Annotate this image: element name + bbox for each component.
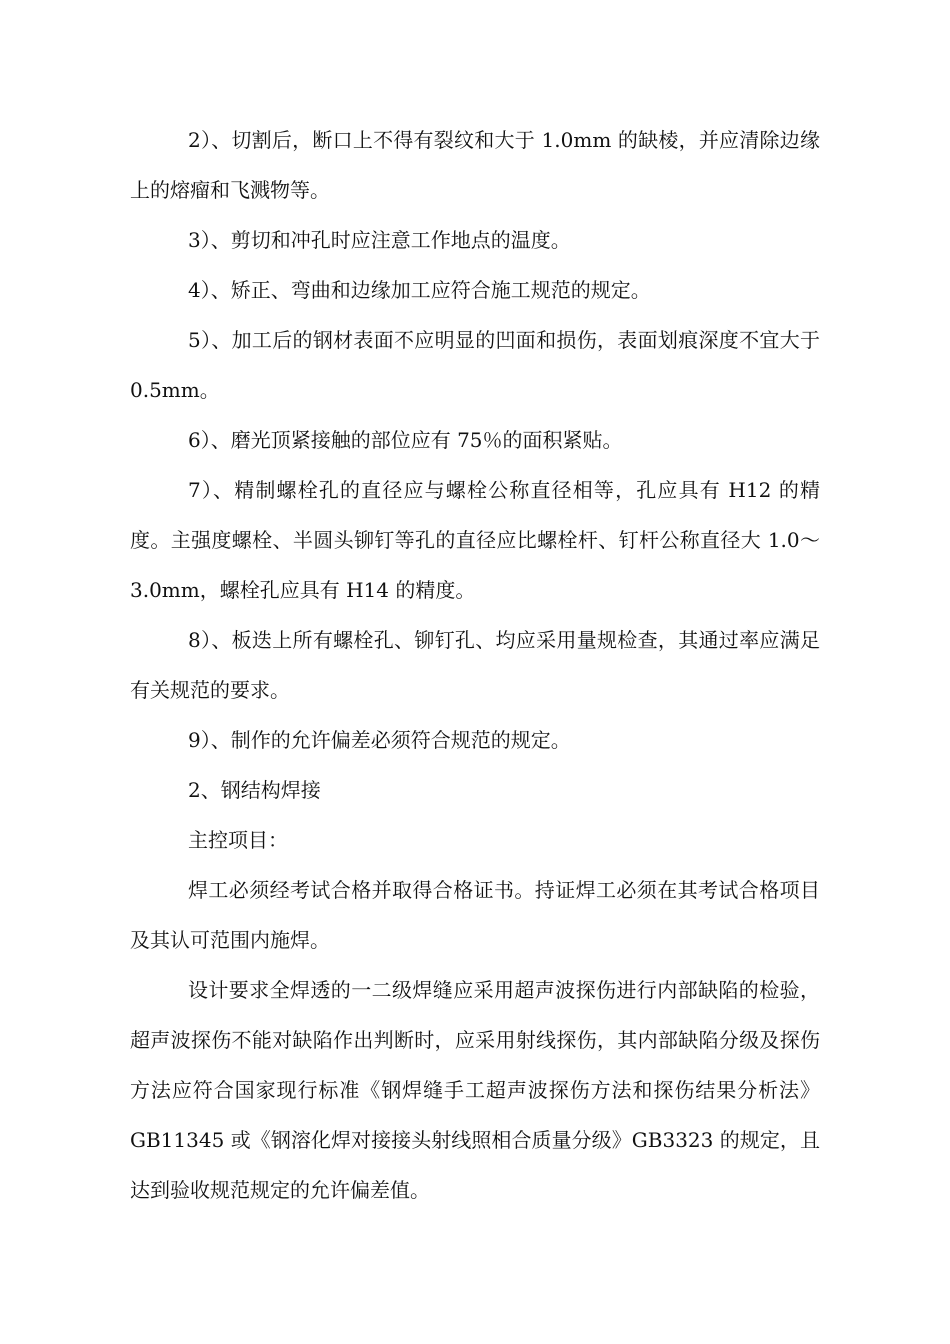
section-heading-welding: 2、钢结构焊接 <box>188 778 321 802</box>
paragraph-shearing: 3）、剪切和冲孔时应注意工作地点的温度。 <box>188 228 571 252</box>
paragraph-gauge-check: 8）、板迭上所有螺栓孔、铆钉孔、均应采用量规检查，其通过率应满足有关规范的要求。 <box>130 628 820 702</box>
subheading-main-items: 主控项目： <box>188 828 288 852</box>
paragraph-cutting: 2）、切割后，断口上不得有裂纹和大于 1.0mm 的缺棱，并应清除边缘上的熔瘤和飞溅物等。 <box>130 128 820 202</box>
paragraph-welder-cert: 焊工必须经考试合格并取得合格证书。持证焊工必须在其考试合格项目及其认可范围内施焊。 <box>130 878 820 952</box>
paragraph-surface: 5）、加工后的钢材表面不应明显的凹面和损伤，表面划痕深度不宜大于 0.5mm。 <box>130 328 820 402</box>
document-body <box>130 115 820 1215</box>
paragraph-straightening: 4）、矫正、弯曲和边缘加工应符合施工规范的规定。 <box>188 278 651 302</box>
paragraph-bolt-holes: 7）、精制螺栓孔的直径应与螺栓公称直径相等，孔应具有 H12 的精度。主强度螺栓、半圆头铆钉等孔的直径应比螺栓杆、钉杆公称直径大 1.0～3.0mm，螺栓孔应具有 H14 的精度。 <box>130 478 820 602</box>
paragraph-tolerance: 9）、制作的允许偏差必须符合规范的规定。 <box>188 728 571 752</box>
paragraph-contact: 6）、磨光顶紧接触的部位应有 75％的面积紧贴。 <box>188 428 623 452</box>
paragraph-ultrasonic: 设计要求全焊透的一二级焊缝应采用超声波探伤进行内部缺陷的检验，超声波探伤不能对缺陷作出判断时，应采用射线探伤，其内部缺陷分级及探伤方法应符合国家现行标准《钢焊缝手工超声波探伤方法和探伤结果分析法》GB11345 或《钢溶化焊对接接头射线照相合质量分级》GB3323 的规定，且达到验收规范规定的允许偏差值。 <box>130 978 820 1202</box>
